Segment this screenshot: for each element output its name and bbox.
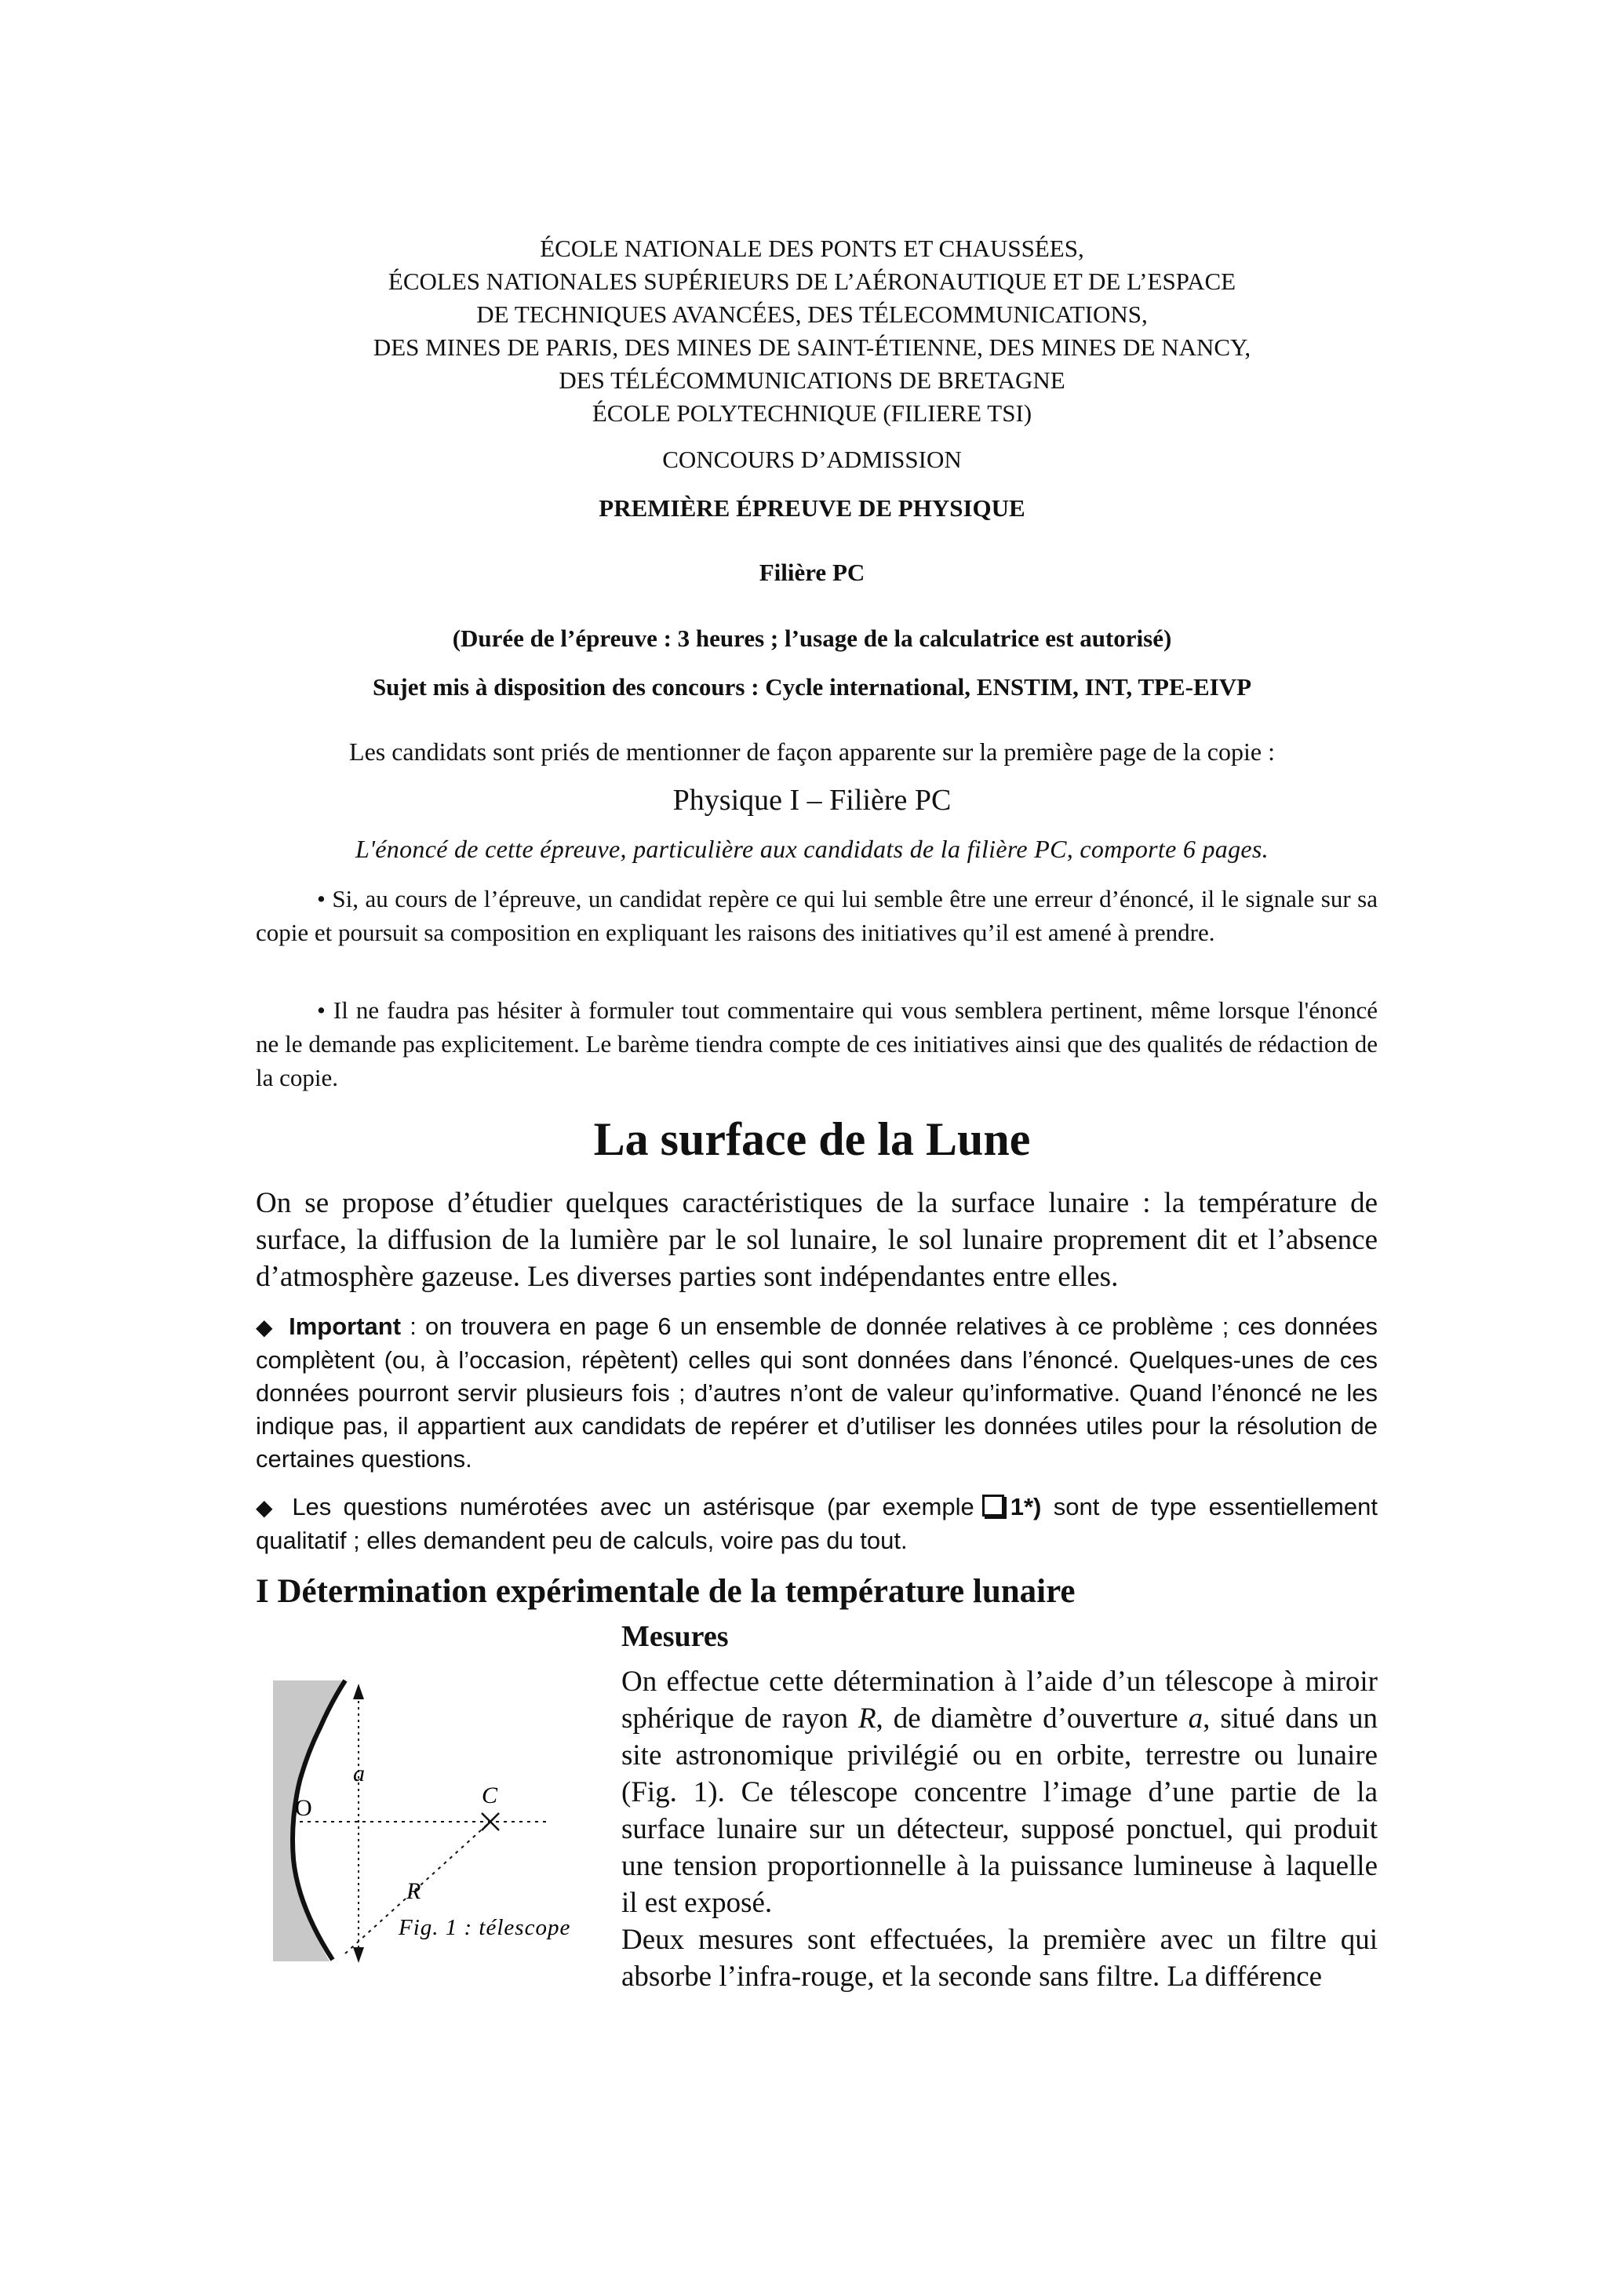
- subsection-title: Mesures: [621, 1620, 729, 1653]
- epreuve-heading: PREMIÈRE ÉPREUVE DE PHYSIQUE: [599, 494, 1025, 522]
- duree-line: (Durée de l’épreuve : 3 heures ; l’usage de la calculatrice est autorisé): [452, 624, 1172, 652]
- header-line-5: DES TÉLÉCOMMUNICATIONS DE BRETAGNE: [559, 366, 1065, 394]
- diamond-icon: ◆: [256, 1315, 275, 1339]
- label-a: a: [353, 1761, 365, 1786]
- label-O: O: [295, 1795, 312, 1821]
- mesures-paragraph: On effectue cette détermination à l’aide d’un télescope à miroir sphérique de rayon R, de diamètre d’ouverture a, situé dans un site astronomique privilégié ou en orbite, terrestre ou lunaire (Fig. 1). Ce télescope concentre l’image d’une partie de la surface lunaire sur un détecteur, supposé ponctuel, qui produit une tension proportionnelle à la puissance lumineuse à laquelle il est exposé. Deux mesures sont effectuées, la première avec un filtre qui absorbe l’infra-rouge, et la seconde sans filtre. La différence: [621, 1666, 1378, 1993]
- checkbox-icon: [982, 1495, 1004, 1517]
- sujet-line: Sujet mis à disposition des concours : Cycle international, ENSTIM, INT, TPE-EIVP: [372, 673, 1252, 701]
- important-note: [256, 1310, 1378, 1476]
- important-label: Important: [289, 1313, 402, 1340]
- asterisk-note: ◆ Les questions numérotées avec un astérisque (par exemple 1*) sont de type essentiellement qualitatif ; elles demandent peu de calculs, voire pas du tout.: [256, 1493, 1378, 1554]
- asterisk-example: 1*): [1010, 1493, 1042, 1520]
- physique-label: Physique I – Filière PC: [672, 784, 952, 817]
- telescope-figure: [267, 1671, 596, 1969]
- enonce-pages: L'énoncé de cette épreuve, particulière aux candidats de la filière PC, comporte 6 pages.: [355, 835, 1269, 863]
- label-C: C: [482, 1782, 498, 1808]
- bullet-commentaire: • Il ne faudra pas hésiter à formuler tout commentaire qui vous semblera pertinent, même lorsque l'énoncé ne le demande pas explicitement. Le barème tiendra compte de ces initiatives ainsi que des qualités de rédaction de la copie.: [256, 996, 1378, 1091]
- intro-paragraph: On se propose d’étudier quelques caractéristiques de la surface lunaire : la température de surface, la diffusion de la lumière par le sol lunaire, le sol lunaire proprement dit et l’absence d’atmosphère gazeuse. Les diverses parties sont indépendantes entre elles.: [256, 1187, 1378, 1293]
- header-line-1: ÉCOLE NATIONALE DES PONTS ET CHAUSSÉES,: [540, 235, 1084, 262]
- candidats-instruction: Les candidats sont priés de mentionner de façon apparente sur la première page de la copie :: [349, 737, 1275, 766]
- page-title: La surface de la Lune: [593, 1113, 1031, 1165]
- arrow-down-icon: [353, 1947, 364, 1963]
- header-line-2: ÉCOLES NATIONALES SUPÉRIEURS DE L’AÉRONAUTIQUE ET DE L’ESPACE: [388, 268, 1236, 295]
- school-header: [0, 232, 1624, 430]
- header-line-6: ÉCOLE POLYTECHNIQUE (FILIERE TSI): [592, 399, 1032, 427]
- arrow-up-icon: [353, 1684, 364, 1699]
- bullet-erreur: • Si, au cours de l’épreuve, un candidat repère ce qui lui semble être une erreur d’énoncé, il le signale sur sa copie et poursuit sa composition en expliquant les raisons des initiatives qu’il est amené à prendre.: [256, 885, 1378, 946]
- filiere-heading: Filière PC: [759, 559, 865, 586]
- header-line-4: DES MINES DE PARIS, DES MINES DE SAINT-ÉTIENNE, DES MINES DE NANCY,: [373, 333, 1251, 361]
- concours-heading: CONCOURS D’ADMISSION: [662, 446, 962, 473]
- header-line-3: DE TECHNIQUES AVANCÉES, DES TÉLECOMMUNICATIONS,: [476, 300, 1148, 328]
- figure-caption: Fig. 1 : télescope: [399, 1915, 571, 1940]
- important-text: : on trouvera en page 6 un ensemble de donnée relatives à ce problème ; ces données complètent (ou, à l’occasion, répètent) celles qui sont données dans l’énoncé. Quelques-unes de ces données pourront servir plusieurs fois ; d’autres n’ont de valeur qu’informative. Quand l’énoncé ne les indique pas, il appartient aux candidats de repérer et d’utiliser les données utiles pour la résolution de certaines questions.: [256, 1313, 1378, 1473]
- section-title: I Détermination expérimentale de la température lunaire: [256, 1573, 1076, 1610]
- diamond-icon: ◆: [256, 1495, 279, 1520]
- label-R: R: [406, 1878, 421, 1904]
